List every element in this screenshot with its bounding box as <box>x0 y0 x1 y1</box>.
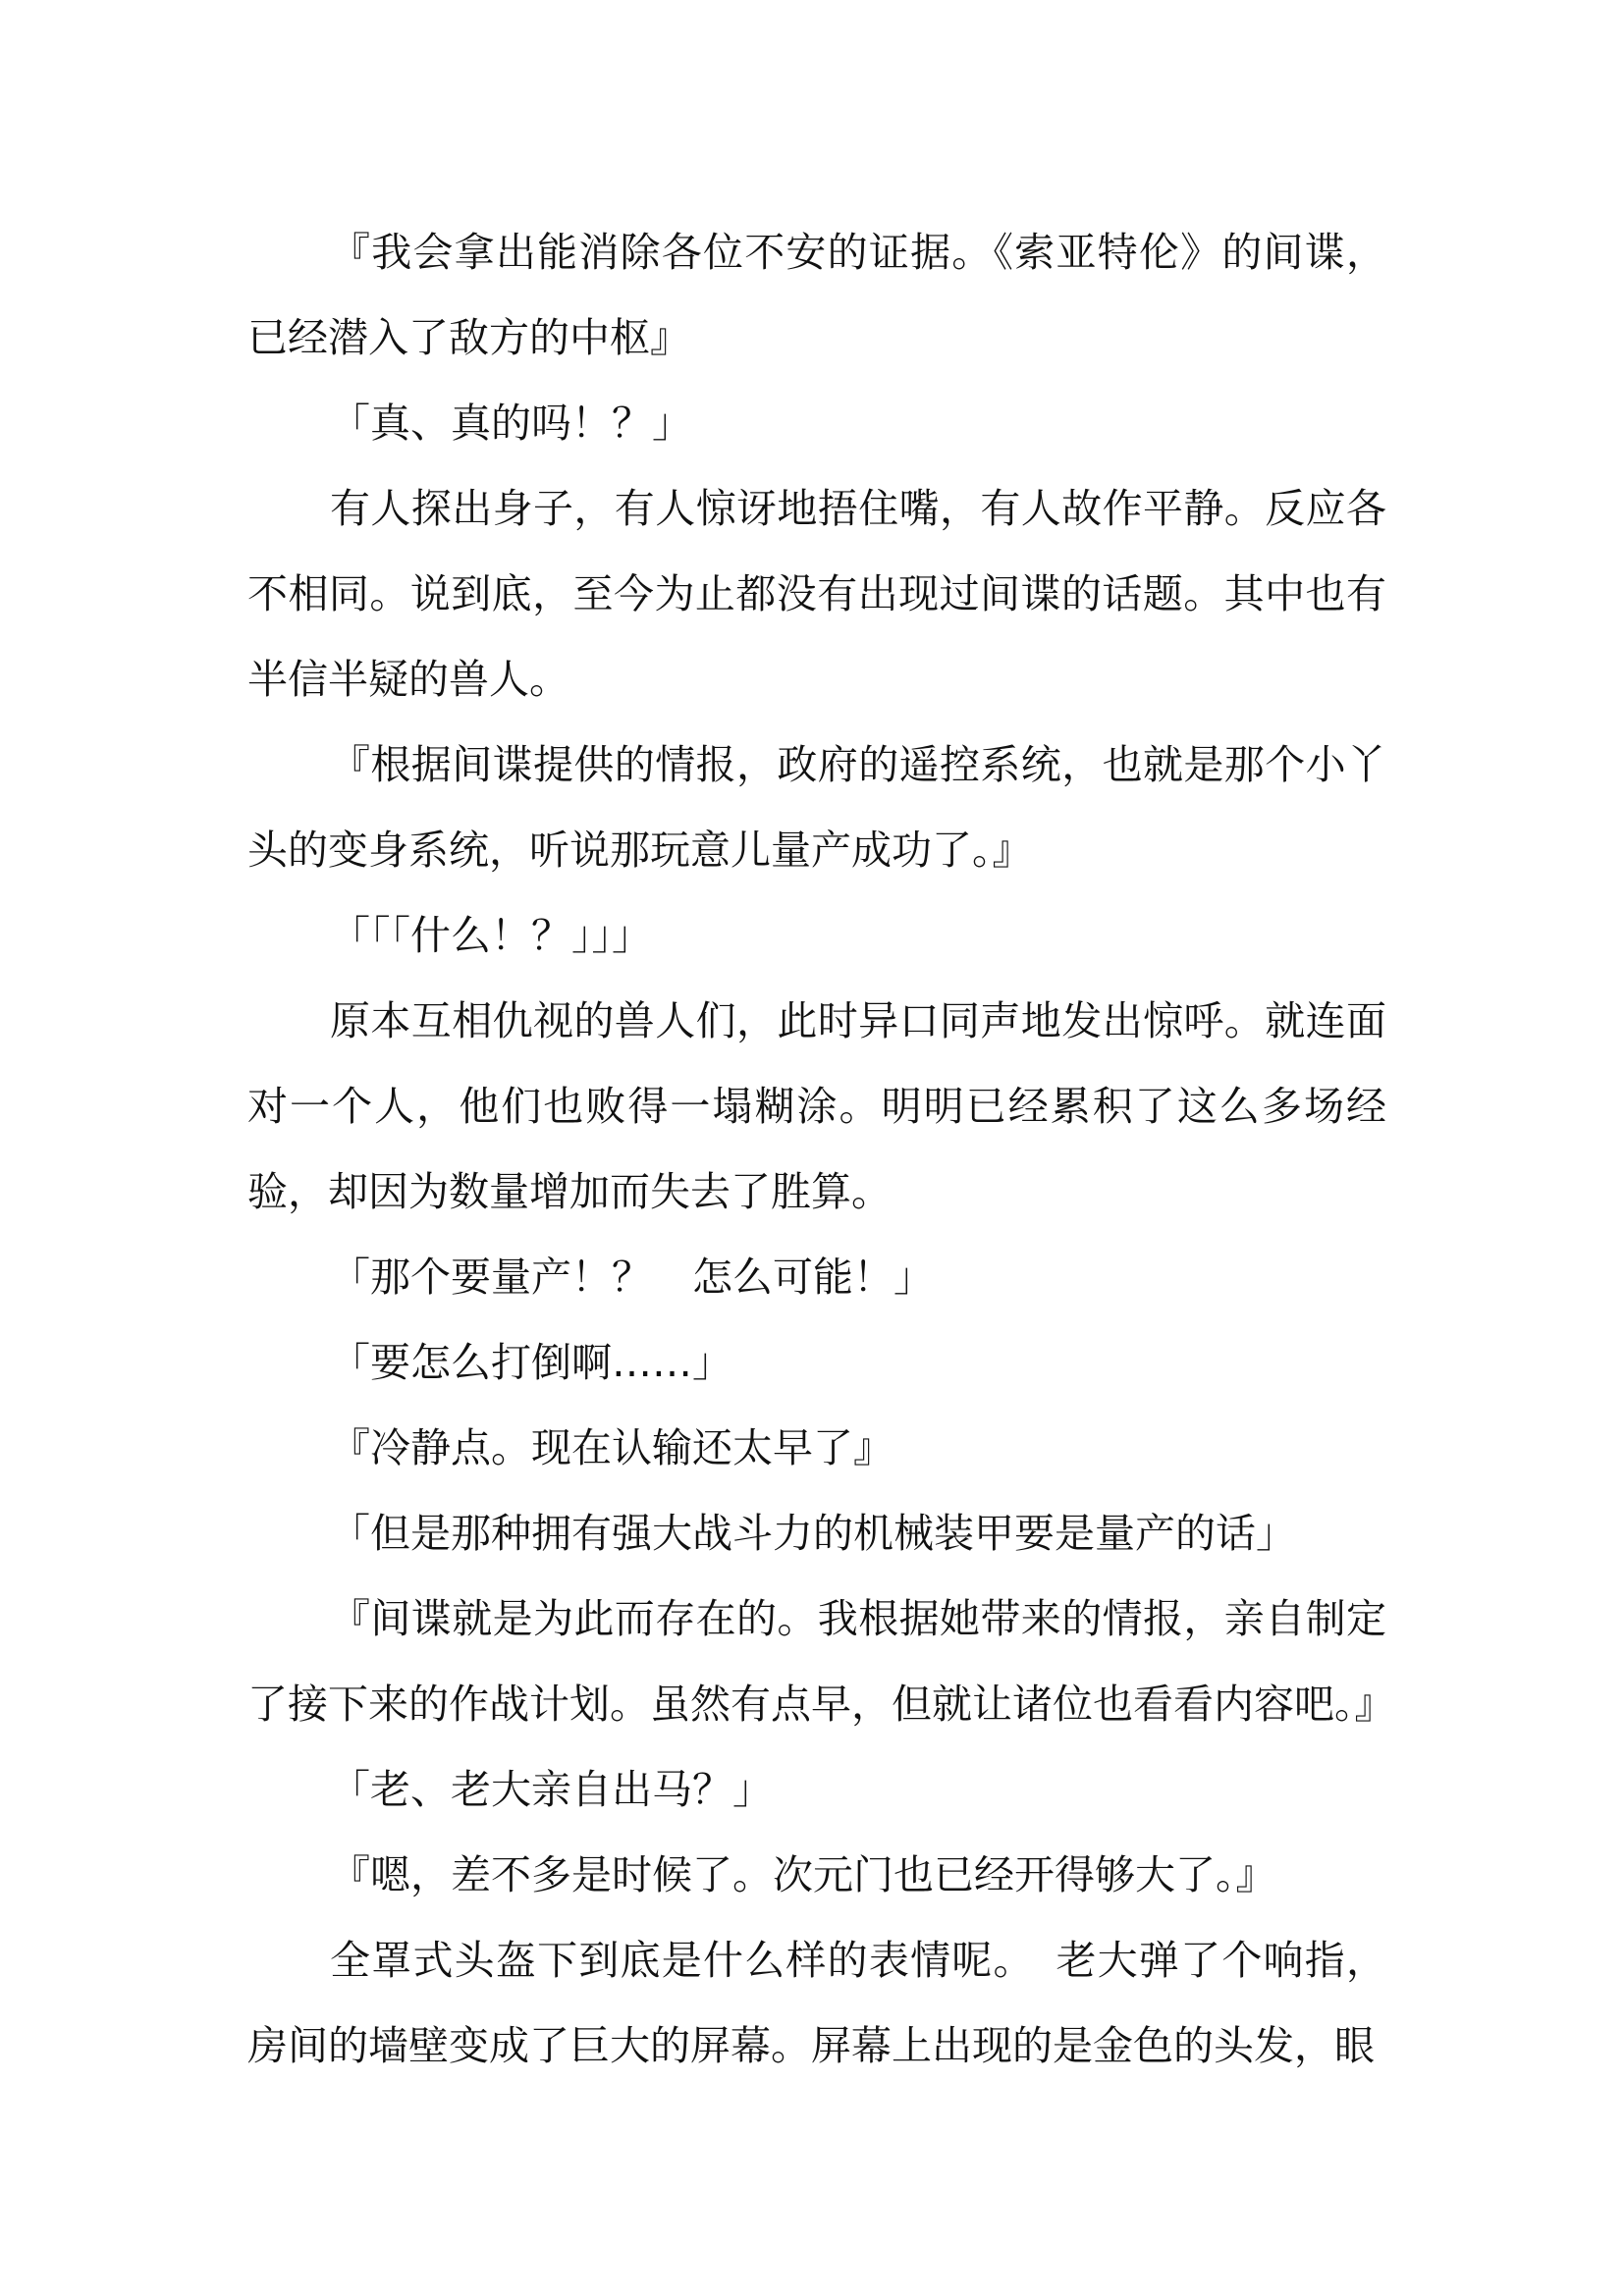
paragraph: 「老、老大亲自出马？」 <box>330 1766 773 1813</box>
paragraph: 原本互相仇视的兽人们，此时异口同声地发出惊呼。就连面对一个人，他们也败得一塌糊涂。明明已经累积了这么多场经验，却因为数量增加而失去了胜算。 <box>247 997 1386 1215</box>
paragraph: 『我会拿出能消除各位不安的证据。《索亚特伦》的间谍，已经潜入了敌方的中枢』 <box>247 229 1386 361</box>
paragraph: 「那个要量产！？ 怎么可能！」 <box>330 1254 934 1301</box>
paragraph: 有人探出身子，有人惊讶地捂住嘴，有人故作平静。反应各不相同。说到底，至今为止都没有出现过间谍的话题。其中也有半信半疑的兽人。 <box>247 485 1386 703</box>
paragraph: 「要怎么打倒啊……」 <box>330 1339 732 1386</box>
paragraph: 『根据间谍提供的情报，政府的遥控系统，也就是那个小丫头的变身系统，听说那玩意儿量产成功了。』 <box>247 741 1386 874</box>
paragraph: 『嗯，差不多是时候了。次元门也已经开得够大了。』 <box>330 1851 1276 1898</box>
paragraph: 『间谍就是为此而存在的。我根据她带来的情报，亲自制定了接下来的作战计划。虽然有点早，但就让诸位也看看内容吧。』 <box>247 1595 1395 1728</box>
document-page <box>247 210 1395 2089</box>
paragraph: 『冷静点。现在认输还太早了』 <box>330 1424 893 1471</box>
paragraph: 「「「什么！？」」」 <box>330 912 652 959</box>
paragraph: 「真、真的吗！？」 <box>330 400 692 447</box>
paragraph: 「但是那种拥有强大战斗力的机械装甲要是量产的话」 <box>330 1510 1296 1557</box>
paragraph: 全罩式头盔下到底是什么样的表情呢。 老大弹了个响指，房间的墙壁变成了巨大的屏幕。屏幕上出现的是金色的头发，眼 <box>247 1937 1386 2069</box>
